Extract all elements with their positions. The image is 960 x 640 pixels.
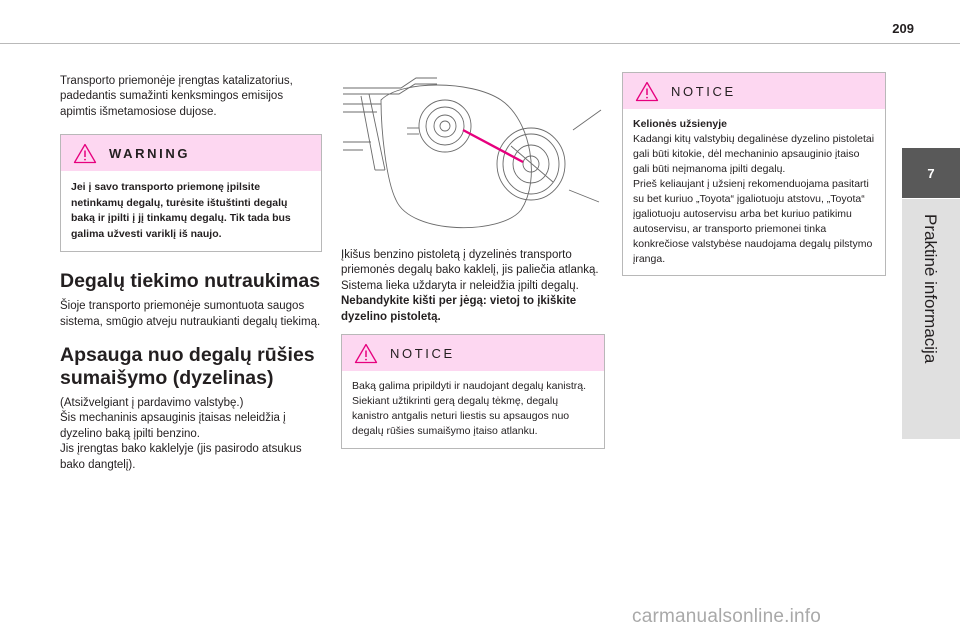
notice-body [342,371,604,448]
section-heading-misfuel-line2: sumaišymo (dyzelinas) [60,367,274,390]
notice-body-travel [623,109,885,275]
warning-triangle-icon [354,343,378,364]
warning-triangle-icon [635,81,659,102]
warning-box [60,134,322,252]
illustration-caption-bold: Nebandykite kišti per jėgą: vietoj to įkiškite dyzelino pistoletą. [341,295,577,323]
column-left [60,74,322,473]
footer-watermark: carmanualsonline.info [632,606,822,627]
warning-header [61,135,321,171]
notice-title: NOTICE [390,345,455,361]
notice-header [342,335,604,371]
page-number: 209 [892,21,914,36]
illustration-caption: Įkišus benzino pistoletą į dyzelinės transporto priemonės degalų bako kaklelį, jis paliečia atlanką. Sistema lieka uždaryta ir neleidžia įpilti degalų. [341,249,599,292]
intro-text: Transporto priemonėje įrengtas katalizatorius, padedantis sumažinti kenksmingos emisijos apimtis išmetamosiose dujose. [60,75,293,118]
header-rule [0,43,960,44]
fuel-filler-drawing [341,70,605,240]
notice-header-travel [623,73,885,109]
warning-triangle-icon [73,143,97,164]
notice-line-1: Baką galima pripildyti ir naudojant degalų kanistrą. [352,380,587,393]
fuel-cutoff-text: Šioje transporto priemonėje sumontuota saugos sistema, smūgio atveju nutraukianti degalų tiekimą. [60,300,321,328]
notice-travel-line-2: Prieš keliaujant į užsienį rekomenduojama pasitarti su bet kuriuo „Toyota“ įgaliotuoju atstovu, „Toyota“ įgaliotuoju autoservisu arba bet kuriuo patikimu autoservisu, ar transporto priemonei tinka konkrečiose valstybėse naudojama degalų pilstymo įranga. [633,178,873,265]
notice-title-travel: NOTICE [671,83,736,99]
chapter-title: Praktinė informacija [921,214,940,364]
column-right [622,72,886,276]
notice-box-travel [622,72,886,276]
chapter-number: 7 [927,165,935,181]
misfuel-text-2: Šis mechaninis apsauginis įtaisas neleidžia į dyzelino baką įpilti benzino. [60,412,286,440]
section-heading-misfuel-line1: Apsauga nuo degalų rūšies [60,344,315,367]
column-middle [341,70,605,449]
chapter-tab[interactable] [902,148,960,198]
notice-box-refill [341,334,605,449]
misfuel-text-3: Jis įrengtas bako kaklelyje (jis pasirodo atsukus bako dangtelį). [60,443,302,471]
notice-travel-line-1: Kadangi kitų valstybių degalinėse dyzelino pistoletai gali būti kitokie, dėl mechaninio apsauginio įtaiso gali būti neįmanoma įpilti degalų. [633,133,875,175]
notice-line-2: Siekiant užtikrinti gerą degalų tėkmę, degalų kanistro antgalis neturi liestis su apsaugos nuo degalų rūšies sumaišymo įtaiso atlanku. [352,395,570,438]
warning-title: WARNING [109,145,191,161]
section-heading-fuel-cutoff: Degalų tiekimo nutraukimas [60,270,321,293]
fuel-filler-illustration [341,70,605,240]
notice-subtitle: Kelionės užsienyje [633,118,727,130]
warning-body: Jei į savo transporto priemonę įpilsite netinkamų degalų, turėsite ištuštinti degalų baką ir įpilti į jį tinkamų degalų. Tik tada bus galima užvesti variklį iš naujo. [71,181,291,240]
misfuel-text-1: (Atsižvelgiant į pardavimo valstybę.) [60,397,244,410]
